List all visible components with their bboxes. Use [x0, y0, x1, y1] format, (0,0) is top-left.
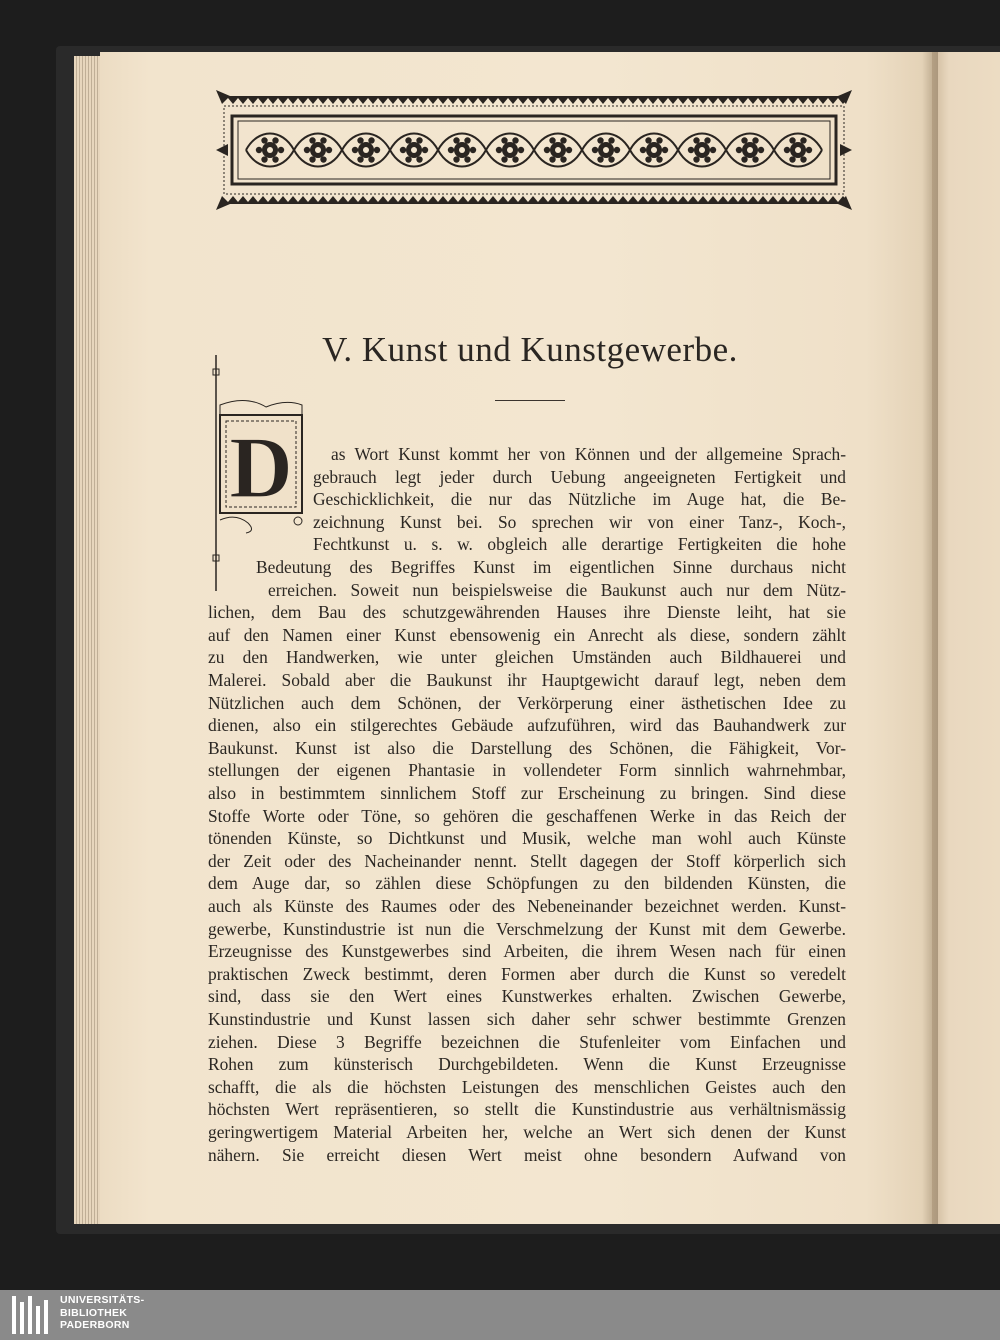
text-line: Geschicklichkeit, die nur das Nützliche im Auge hat, die Be-	[313, 489, 846, 510]
text-line: tönenden Künste, so Dichtkunst und Musik, welche man wohl auch Künste	[208, 828, 846, 849]
text-line: Malerei. Sobald aber die Baukunst ihr Hauptgewicht darauf legt, neben dem	[208, 670, 846, 690]
text-line: lichen, dem Bau des schutzgewährenden Hauses ihre Dienste leiht, hat sie	[208, 602, 846, 623]
library-logo-text	[60, 1294, 144, 1332]
text-line: Baukunst. Kunst ist also die Darstellung des Schönen, die Fähigkeit, Vor-	[208, 737, 846, 758]
text-line: erreichen. Soweit nun beispielsweise die Baukunst auch nur dem Nütz-	[268, 579, 846, 600]
text-line: Erzeugnisse des Kunstgewerbes sind Arbeiten, die ihrem Wesen nach für einen	[208, 941, 846, 962]
library-footer	[0, 1290, 1000, 1340]
text-line: auf den Namen einer Kunst ebensowenig ein Anrecht als diese, sondern zählt	[208, 624, 846, 645]
text-line: praktischen Zweck bestimmt, deren Formen aber durch die Kunst so veredelt	[208, 963, 846, 984]
library-line-2: BIBLIOTHEK	[60, 1306, 128, 1319]
text-line: der Zeit oder des Nacheinander nennt. Stellt dagegen der Stoff körperlich sich	[208, 850, 846, 871]
text-line: gebrauch legt jeder durch Uebung angeeigneten Fertigkeit und	[313, 466, 846, 487]
text-line: Bedeutung des Begriffes Kunst im eigentlichen Sinne durchaus nicht	[256, 557, 846, 577]
text-line: ziehen. Diese 3 Begriffe bezeichnen die Stufenleiter vom Einfachen und	[208, 1031, 846, 1052]
text-line: stellungen der eigenen Phantasie in vollendeter Form sinnlich wahrnehmbar,	[208, 760, 846, 781]
library-line-1: UNIVERSITÄTS-	[60, 1294, 145, 1306]
text-line: zu den Handwerken, wie unter gleichen Umständen auch Bildhauerei und	[208, 647, 846, 668]
text-line: zeichnung Kunst bei. So sprechen wir von einer Tanz-, Koch-,	[313, 511, 846, 532]
text-line: Stoffe Worte oder Töne, so gehören die geschaffenen Werke in das Reich der	[208, 805, 846, 826]
text-line: schafft, die als die höchsten Leistungen des menschlichen Geistes auch den	[208, 1076, 846, 1097]
chapter-title: V. Kunst und Kunstgewerbe.	[322, 330, 738, 369]
library-line-3: PADERBORN	[60, 1319, 130, 1331]
library-logo-icon	[8, 1292, 54, 1338]
text-line: gewerbe, Kunstindustrie ist nun die Verschmelzung der Kunst mit dem Gewerbe.	[208, 918, 846, 939]
text-line: geringwertigem Material Arbeiten her, welche an Wert sich denen der Kunst	[208, 1122, 846, 1142]
text-line: Nützlichen auch dem Schönen, der Verkörperung einer ästhetischen Idee zu	[208, 692, 846, 713]
text-line: Rohen zum künsterisch Durchgebildeten. Wenn die Kunst Erzeugnisse	[208, 1054, 846, 1075]
text-line: also in bestimmtem sinnlichem Stoff zur Erscheinung zu bringen. Sind diese	[208, 783, 846, 803]
text-line: höchsten Wert repräsentieren, so stellt die Kunstindustrie aus verhältnismässig	[208, 1099, 846, 1120]
text-line: sind, dass sie den Wert eines Kunstwerkes erhalten. Zwischen Gewerbe,	[208, 986, 846, 1007]
text-line: dienen, also ein stilgerechtes Gebäude aufzuführen, wird das Bauhandwerk zur	[208, 715, 846, 736]
text-line: dem Auge dar, so zählen diese Schöpfungen zu den bildenden Künsten, die	[208, 873, 846, 894]
text-line: Kunstindustrie und Kunst lassen sich daher sehr schwer bestimmte Grenzen	[208, 1009, 846, 1029]
text-line: nähern. Sie erreicht diesen Wert meist ohne besondern Aufwand von	[208, 1144, 846, 1165]
text-line: Fechtkunst u. s. w. obgleich alle derartige Fertigkeiten die hohe	[313, 534, 846, 555]
text-line: as Wort Kunst kommt her von Können und der allgemeine Sprach-	[331, 444, 846, 464]
initial-letter: D	[229, 420, 293, 517]
text-line: auch als Künste des Raumes oder des Nebeneinander bezeichnet werden. Kunst-	[208, 896, 846, 916]
